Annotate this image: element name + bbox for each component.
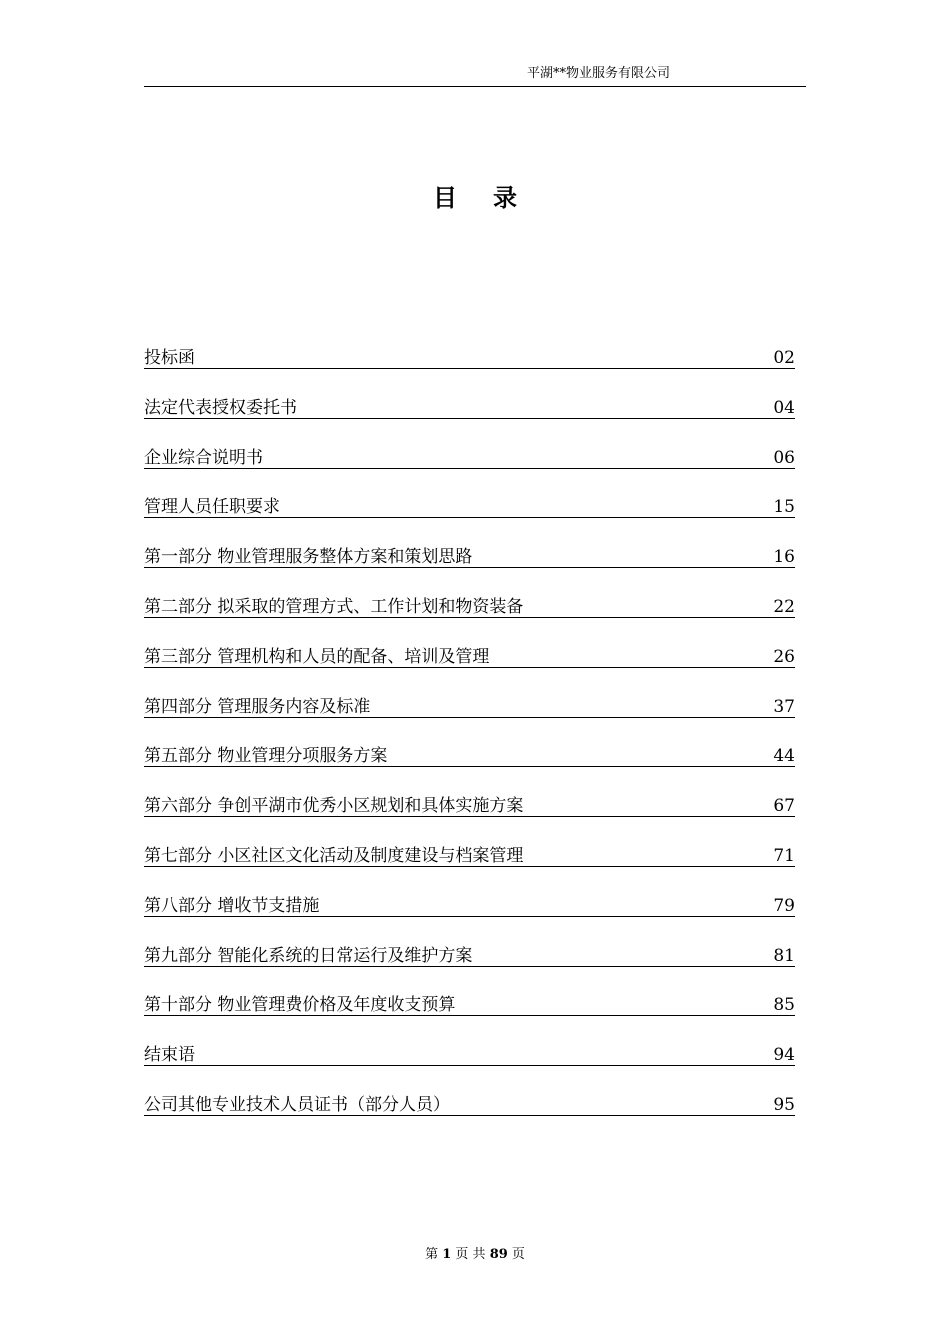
toc-entry[interactable] — [144, 944, 795, 994]
footer-middle: 页 共 — [455, 1247, 486, 1262]
toc-underline — [144, 1015, 795, 1016]
toc-underline — [144, 816, 795, 817]
toc-entry[interactable] — [144, 346, 795, 396]
toc-underline — [144, 866, 795, 867]
toc-underline — [144, 517, 795, 518]
toc-entry-label: 结束语 — [144, 1045, 195, 1066]
toc-underline — [144, 368, 795, 369]
toc-entry-label: 第七部分 小区社区文化活动及制度建设与档案管理 — [144, 845, 524, 866]
toc-underline — [144, 468, 795, 469]
toc-entry[interactable] — [144, 645, 795, 695]
table-of-contents — [144, 346, 795, 1143]
toc-entry[interactable] — [144, 844, 795, 894]
toc-underline — [144, 567, 795, 568]
toc-entry-label: 第九部分 智能化系统的日常运行及维护方案 — [144, 945, 473, 966]
page-header — [144, 64, 806, 87]
toc-underline — [144, 717, 795, 718]
toc-entry-page-number: 81 — [773, 945, 795, 966]
toc-entry[interactable] — [144, 894, 795, 944]
toc-entry-label: 公司其他专业技术人员证书（部分人员） — [144, 1094, 450, 1115]
toc-entry-page-number: 44 — [773, 746, 795, 767]
toc-entry-page-number: 95 — [773, 1094, 795, 1115]
toc-entry-page-number: 79 — [773, 895, 795, 916]
toc-entry-label: 第五部分 物业管理分项服务方案 — [144, 746, 388, 767]
toc-entry-label: 第八部分 增收节支措施 — [144, 895, 320, 916]
toc-entry-page-number: 67 — [773, 796, 795, 817]
toc-entry[interactable] — [144, 695, 795, 745]
toc-underline — [144, 1065, 795, 1066]
toc-underline — [144, 617, 795, 618]
toc-entry-label: 投标函 — [144, 348, 195, 368]
toc-entry-page-number: 16 — [773, 547, 795, 568]
toc-entry-label: 法定代表授权委托书 — [144, 397, 297, 418]
toc-entry[interactable] — [144, 1043, 795, 1093]
toc-entry-page-number: 02 — [773, 348, 795, 368]
footer-current-page: 1 — [442, 1247, 452, 1262]
toc-entry-label: 企业综合说明书 — [144, 447, 263, 468]
toc-entry[interactable] — [144, 595, 795, 645]
toc-entry-page-number: 37 — [773, 696, 795, 717]
footer-prefix: 第 — [425, 1247, 439, 1262]
toc-entry-page-number: 06 — [773, 447, 795, 468]
toc-entry[interactable] — [144, 545, 795, 595]
toc-underline — [144, 1115, 795, 1116]
toc-entry[interactable] — [144, 1093, 795, 1143]
toc-underline — [144, 418, 795, 419]
toc-entry-page-number: 71 — [773, 845, 795, 866]
toc-entry-page-number: 85 — [773, 995, 795, 1016]
toc-entry-page-number: 94 — [773, 1045, 795, 1066]
toc-underline — [144, 766, 795, 767]
toc-entry-label: 第一部分 物业管理服务整体方案和策划思路 — [144, 547, 473, 568]
toc-entry[interactable] — [144, 495, 795, 545]
toc-entry-label: 第六部分 争创平湖市优秀小区规划和具体实施方案 — [144, 796, 524, 817]
toc-entry[interactable] — [144, 446, 795, 496]
toc-entry-label: 第四部分 管理服务内容及标准 — [144, 696, 371, 717]
page-footer — [0, 1247, 950, 1263]
toc-entry-page-number: 22 — [773, 596, 795, 617]
page-title: 目录 — [433, 183, 553, 212]
toc-entry[interactable] — [144, 993, 795, 1043]
toc-underline — [144, 966, 795, 967]
toc-entry-label: 第十部分 物业管理费价格及年度收支预算 — [144, 995, 456, 1016]
toc-entry[interactable] — [144, 744, 795, 794]
footer-total-pages: 89 — [489, 1247, 508, 1262]
toc-entry-page-number: 04 — [773, 397, 795, 418]
toc-entry[interactable] — [144, 794, 795, 844]
footer-suffix: 页 — [511, 1247, 525, 1262]
toc-underline — [144, 667, 795, 668]
toc-entry-label: 第三部分 管理机构和人员的配备、培训及管理 — [144, 646, 490, 667]
toc-entry-label: 管理人员任职要求 — [144, 497, 280, 518]
toc-underline — [144, 916, 795, 917]
toc-entry-page-number: 15 — [773, 497, 795, 518]
toc-entry-label: 第二部分 拟采取的管理方式、工作计划和物资装备 — [144, 596, 524, 617]
toc-entry-page-number: 26 — [773, 646, 795, 667]
toc-entry[interactable] — [144, 396, 795, 446]
header-company-name: 平湖**物业服务有限公司 — [526, 66, 670, 81]
